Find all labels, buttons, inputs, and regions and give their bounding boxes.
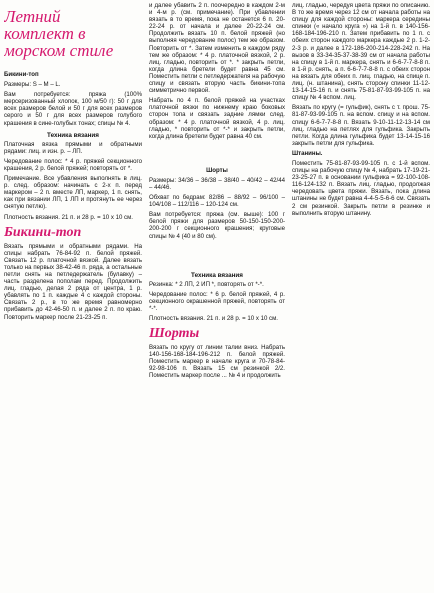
shorts-sizes: Размеры: 34/36 – 36/38 – 38/40 – 40/42 – 42/44 – 44/46. (149, 176, 285, 191)
shorts-continued: лиц. гладью, чередуя цвета пряжи по описанию. В то же время через 12 см от начала работы на спицу для каждой стороны: маркера середины спинки (« начало круга ») на 1-й п. в 140-156-168-184-196-210 п. Затем прибавить по 1 п. с обеих сторон каждого маркера каждые 2 р. 1-2-2-3 р. и далее в 172-186-200-214-228-242 п. На вызов в 33-34-35-37-38-39 см от начала работы на спицу в 1-й п. маркера, снять и 6-6-7-7-8-8 п. в 1-й р. снять, а п. 6-6-7-7-8-8 п. с обеих сторон на вязать для обеих п. лиц. гладью, на спице п. лиц. (н. штанина), снять сторону спинки 11-12-13-14-15-16 п. и снять 75-81-87-93-99-105 п. на спицу № 4 вспом. лиц. (292, 2, 430, 102)
article-title-line-1: Летний (4, 7, 61, 26)
legs-text: Поместить 75-81-87-93-99-105 п. с 1-й вспом. спицы на рабочую спицу № 4, набрать 17-19-21-23-25-27 п. в основании гульфика = 92-100-108-116-124-132 п. Вязать лиц. гладью, продолжая чередовать цвета пряжи. Вязать, пока длина штанины не будет равна 4-4-5-5-6-6 см. Связать 2 см резинкой. Закрыть петли в резинке и выполнить вторую штанину. (292, 159, 430, 217)
shorts-heading: Шорты (206, 166, 228, 174)
article-title-line-2: комплект в (4, 24, 86, 43)
technique-garter: Платочная вязка прямыми и обратными рядами: лиц. и изн. р. – ЛП. (4, 140, 142, 155)
back-straps-text: Набрать по 4 п. белой пряжей на участках платочной вязки по нижнему краю боковых сторон топа и связать задние лямки след. образом: * 4 р. платочной вязкой, 4 р. лиц. гладью, * повторить от *-* и закрыть петли, когда длина бретели будет равна 40 см. (149, 97, 285, 140)
materials-text: Вам потребуется: пряжа (100% мерсеризованный хлопок, 100 м/50 г): 50 г для всех размеров белой и 50 г для всех размеров серого и 50 г для всех размеров голубого крашения в сине-голубых тонах; спицы № 4. (4, 91, 142, 127)
bikini-heading: Бикини-топ (4, 71, 39, 78)
shorts-title: Шорты (149, 326, 200, 342)
shorts-technique-heading: Техника вязания (191, 271, 243, 279)
shorts-stripes: Чередование полос: * 6 р. белой пряжей, 4 р. секционного окрашенной пряжей, повторять от *-*. (149, 290, 285, 312)
gusset-text: Вязать по кругу (= гульфик), снять с т. прош. 75-81-87-93-99-105 п. на вспом. спицу и на вспом. спицу 6-6-7-7-8-8 п. Вязать 9-10-11-12-13-14 см лиц. гладью на петлях для гульфика. Закрыть петли. Когда длина гульфика будет 13-14-15-16 закрыть петли для гульфика. (292, 104, 430, 147)
gauge-text: Плотность вязания. 21 п. и 28 р. = 10 х 10 см. (4, 213, 133, 221)
shorts-instructions: Вязать по кругу от линии талии вниз. Набрать 140-156-168-184-196-212 п. белой пряжей. Поместить маркер в начале круга и 70-78-84-92-98-106 п. Вязать 15 см резинкой 2/2. Поместить маркер после ... № 4 и продолжить (149, 344, 285, 380)
bikini-instructions: Вязать прямыми и обратными рядами. На спицы набрать 76-84-92 п. белой пряжей. Связать 12 р. платочной вязкой. Далее вязать только на первых 38-42-46 п. ряда, а остальные петли снять на петледержатель (булавку) – часть разделена пополам перед. Продолжить лиц. гладью, делая 2 ряда от центра, 1 р. убавлять по 1 п. каждые 4 с каждой стороны. Связать 2 р., в то же время равномерно прибавить до 42-46-50 п. и далее 2 п. по краю. Повторить маркер после 21-23-25 п. (4, 242, 142, 321)
column-1 (4, 2, 142, 591)
column-2 (149, 2, 285, 591)
technique-stripes: Чередование полос: * 4 р. пряжей секционного крашения, 2 р. белой пряжей; повторять от *. (4, 157, 142, 172)
technique-heading: Техника вязания (47, 131, 99, 139)
bikini-title: Бикини-топ (4, 224, 82, 240)
shorts-gauge: Плотность вязания. 21 п. и 28 р. = 10 х 10 см. (149, 315, 278, 322)
legs-heading: Штанины. (292, 149, 323, 157)
article-title (4, 8, 142, 59)
rib-text: Резинка: * 2 ЛП, 2 ИП *, повторять от *-*. (149, 280, 264, 288)
sizes-text: Размеры: S – M – L. (4, 81, 61, 89)
column-3 (292, 2, 430, 591)
note-text: Примечание. Все убавления выполнять в лиц. р. след. образом: начинать с 2-х п. перед маркером – 2 п. вместе ЛП, маркер, 1 п. снять, как при вязании ЛП, 1 ЛП и протянуть ее через снятую петлю). (4, 175, 142, 211)
bikini-continued: и далее убавить 2 п. поочередно в каждом 2-м и 4-м р. (см. примечание). При убавлении вязать в то время, пока не останется 6 п. 20-22-24 р. от начала и далее 20-22-24 см. Продолжить вязать 10 п. белой пряжей (но выполняя чередование полос) тем же образом. Повторить от *. Затем изменить в каждом ряду тем же образом: * 4 р. платочной вязкой, 2 р. лиц. гладью, повторить от *. * закрыть петли, когда длина бретели будет равна 45 см. Поместить петли с петледержателя на рабочую спицу и связать вторую часть бикини-топа симметрично первой. (149, 2, 285, 95)
article-title-line-3: морском стиле (4, 41, 114, 60)
shorts-hips: Обхват по бедрам: 82/86 – 88/92 – 96/100 – 104/108 – 112/116 – 120-124 см. (149, 194, 285, 209)
shorts-materials: Вам потребуется: пряжа (см. выше): 100 г белой пряжи для размеров 50-150-150-200-200-200 г секционного крашения; круговые спицы № 4 (40 и 80 см). (149, 211, 285, 240)
